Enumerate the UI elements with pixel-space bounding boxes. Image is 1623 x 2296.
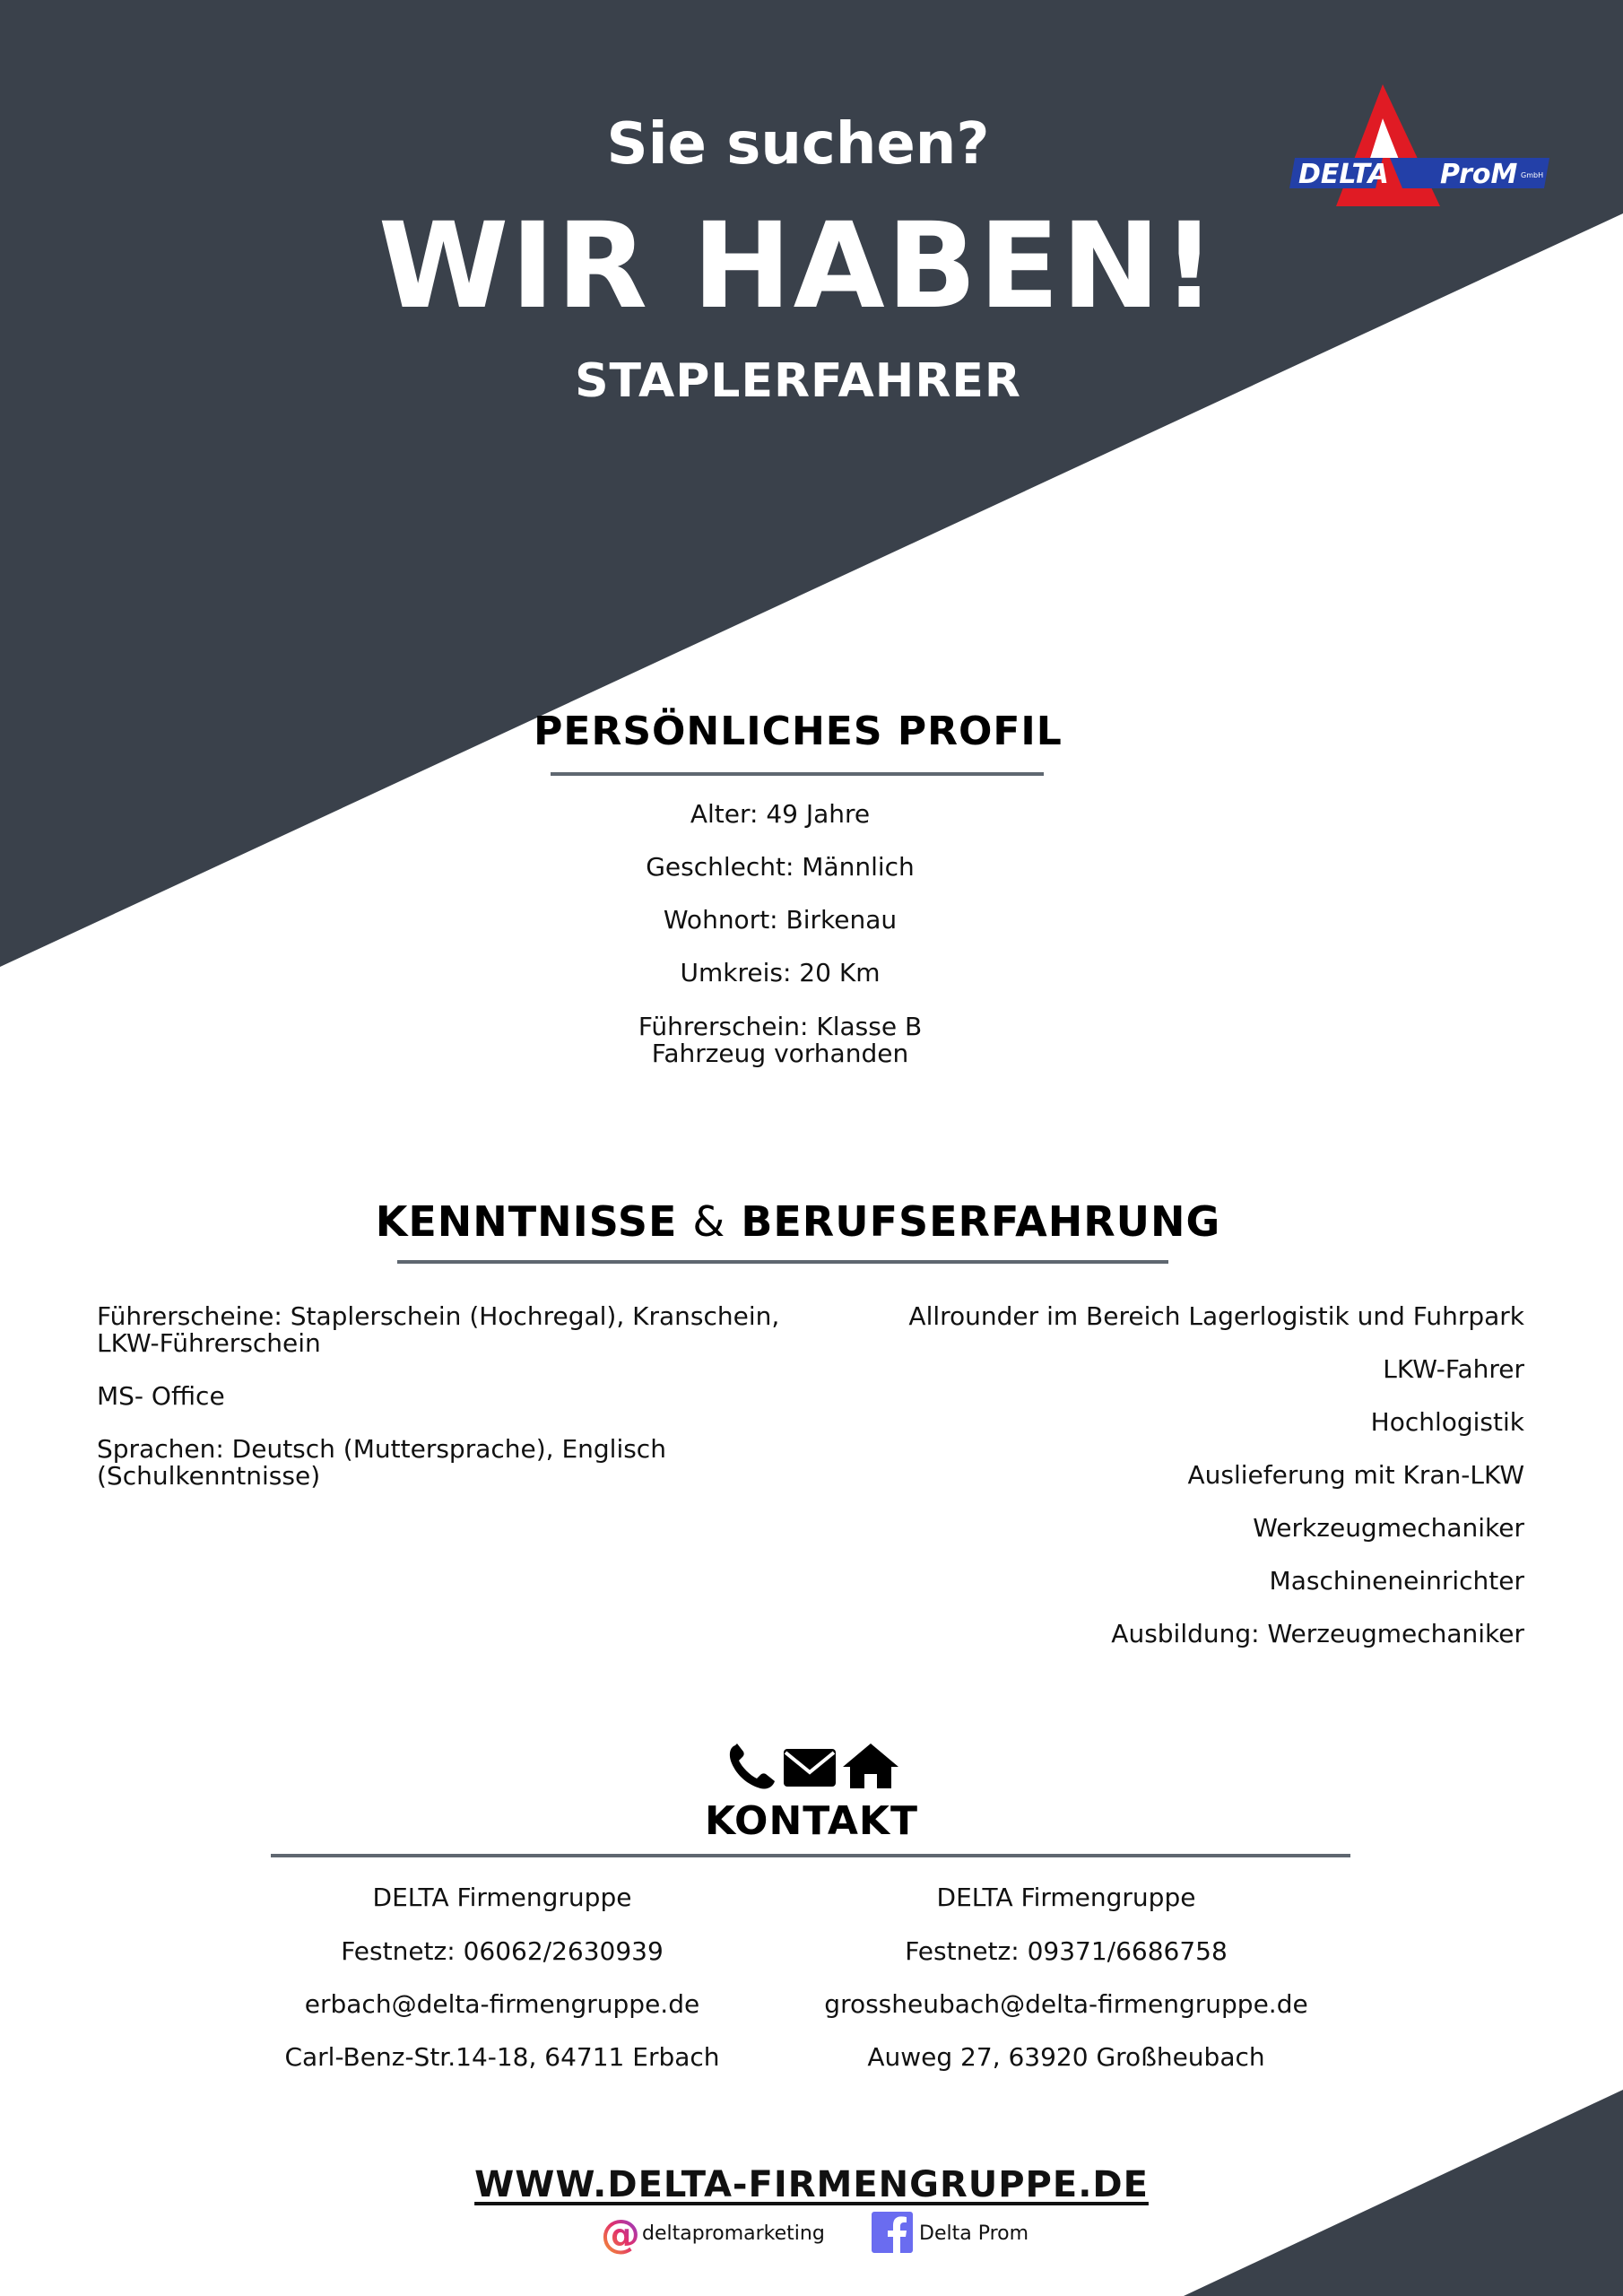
profile-vehicle: Fahrzeug vorhanden bbox=[651, 1039, 909, 1068]
office-grossheubach-email[interactable]: grossheubach@delta-firmengruppe.de bbox=[824, 1989, 1308, 2019]
office-grossheubach-phone[interactable]: Festnetz: 09371/6686758 bbox=[905, 1936, 1228, 1966]
svg-text:@: @ bbox=[601, 2212, 640, 2255]
header-title: WIR HABEN! bbox=[378, 197, 1219, 335]
skills-right-item: Ausbildung: Werzeugmechaniker bbox=[1111, 1619, 1524, 1648]
office-grossheubach-company: DELTA Firmengruppe bbox=[936, 1883, 1196, 1912]
home-icon bbox=[843, 1744, 898, 1788]
skills-title-b: BERUFSERFAHRUNG bbox=[741, 1197, 1221, 1246]
header-subtitle: Sie suchen? bbox=[606, 111, 990, 178]
delta-prom-logo bbox=[1289, 79, 1551, 212]
instagram-handle[interactable]: deltapromarketing bbox=[642, 2222, 825, 2245]
profile-age: Alter: 49 Jahre bbox=[690, 799, 871, 829]
logo-text-left: DELTA bbox=[1298, 159, 1389, 190]
phone-icon bbox=[730, 1744, 775, 1789]
profile-title: PERSÖNLICHES PROFIL bbox=[534, 709, 1063, 754]
skills-right-item: Hochlogistik bbox=[1370, 1407, 1524, 1437]
profile-rule bbox=[551, 772, 1044, 776]
logo-graphic bbox=[1289, 79, 1551, 212]
instagram-icon[interactable] bbox=[599, 2212, 642, 2255]
logo-text-small: GmbH bbox=[1521, 171, 1544, 179]
skills-left-item: (Schulkenntnisse) bbox=[97, 1461, 321, 1491]
office-erbach-email[interactable]: erbach@delta-firmengruppe.de bbox=[304, 1989, 700, 2019]
office-erbach-address: Carl-Benz-Str.14-18, 64711 Erbach bbox=[284, 2042, 720, 2072]
skills-right-item: Auslieferung mit Kran-LKW bbox=[1187, 1460, 1524, 1490]
contact-icons bbox=[726, 1740, 906, 1790]
skills-title-amp: & bbox=[692, 1197, 726, 1246]
skills-rule bbox=[397, 1260, 1168, 1264]
profile-radius: Umkreis: 20 Km bbox=[680, 958, 881, 987]
office-erbach-phone[interactable]: Festnetz: 06062/2630939 bbox=[341, 1936, 664, 1966]
skills-right-item: Maschineneinrichter bbox=[1269, 1566, 1524, 1596]
office-grossheubach-address: Auweg 27, 63920 Großheubach bbox=[867, 2042, 1265, 2072]
office-erbach-company: DELTA Firmengruppe bbox=[372, 1883, 632, 1912]
header-role: STAPLERFAHRER bbox=[575, 354, 1021, 408]
contact-rule bbox=[271, 1854, 1350, 1857]
contact-title: KONTAKT bbox=[704, 1798, 919, 1844]
skills-left-item: LKW-Führerschein bbox=[97, 1328, 321, 1358]
skills-left-item: Sprachen: Deutsch (Muttersprache), Englisch bbox=[97, 1434, 666, 1464]
profile-gender: Geschlecht: Männlich bbox=[646, 852, 915, 882]
profile-license: Führerschein: Klasse B bbox=[638, 1012, 923, 1041]
skills-title bbox=[0, 1197, 1596, 1246]
profile-residence: Wohnort: Birkenau bbox=[663, 905, 898, 935]
skills-title-a: KENNTNISSE bbox=[375, 1197, 678, 1246]
mail-icon bbox=[784, 1749, 836, 1787]
skills-right-item: LKW-Fahrer bbox=[1383, 1354, 1524, 1384]
website-link[interactable]: WWW.DELTA-FIRMENGRUPPE.DE bbox=[474, 2164, 1149, 2205]
facebook-name[interactable]: Delta Prom bbox=[919, 2222, 1029, 2245]
skills-right-item: Werkzeugmechaniker bbox=[1253, 1513, 1524, 1543]
facebook-icon[interactable] bbox=[872, 2212, 913, 2253]
skills-right-item: Allrounder im Bereich Lagerlogistik und Fuhrpark bbox=[908, 1301, 1524, 1331]
logo-text-right: ProM bbox=[1440, 159, 1518, 190]
skills-left-item: MS- Office bbox=[97, 1381, 225, 1411]
skills-left-item: Führerscheine: Staplerschein (Hochregal), Kranschein, bbox=[97, 1301, 780, 1331]
